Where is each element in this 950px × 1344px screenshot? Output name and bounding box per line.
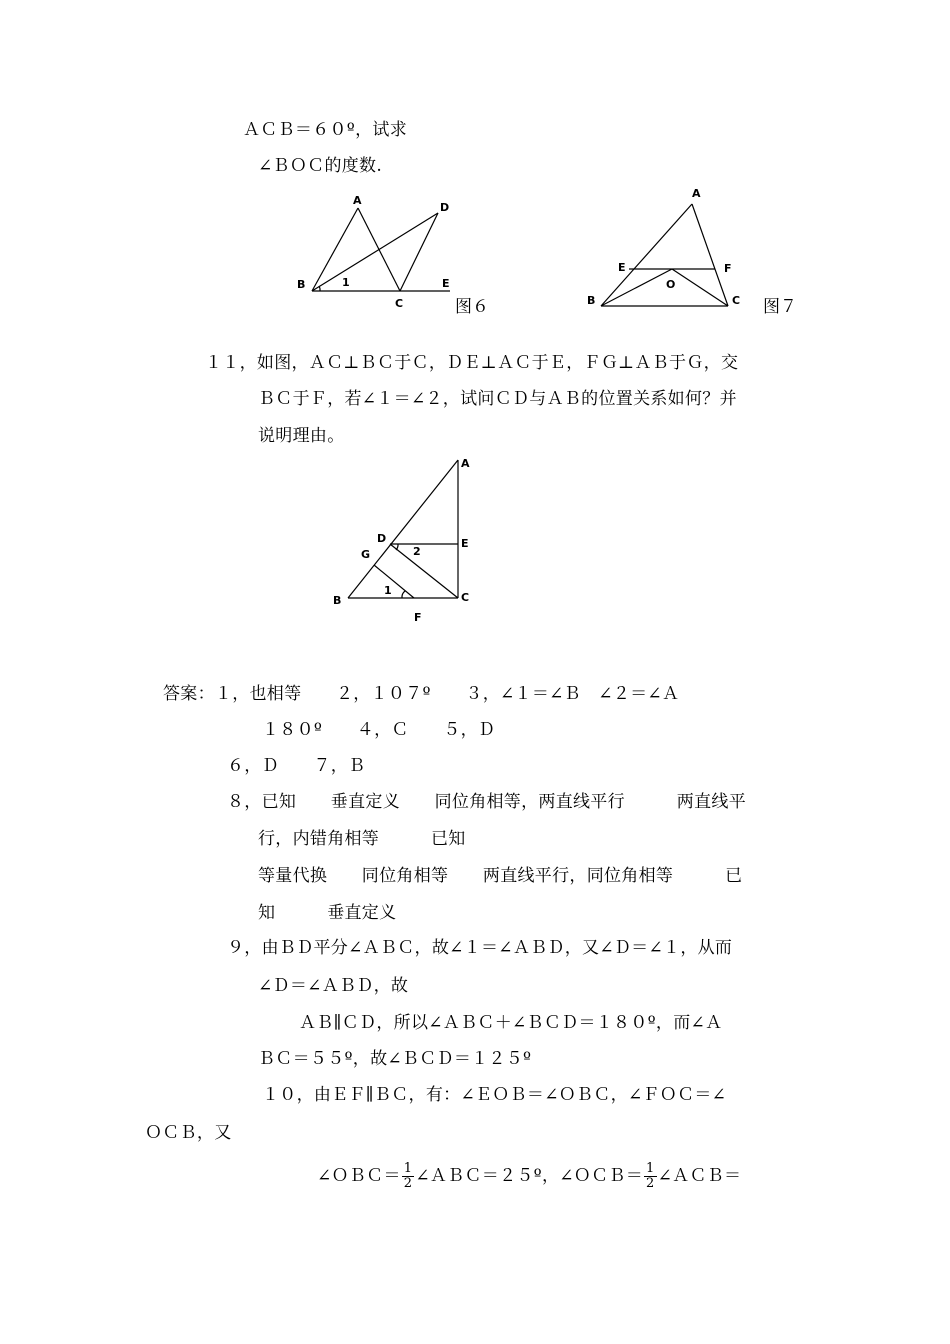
fig6-label-1: 1 [342, 276, 350, 289]
answer-8-line2: 行，内错角相等 已知 [258, 829, 466, 849]
q10-text-line1: ＡＣＢ＝６０º，试求 [243, 120, 407, 140]
fig11-label-b: B [333, 594, 342, 607]
figure-7 [580, 182, 750, 312]
fig6-label-b: B [297, 278, 306, 291]
answer-8-line1: ８，已知 垂直定义 同位角相等，两直线平行 两直线平 [227, 792, 746, 812]
figure-6 [290, 188, 460, 314]
fig11-angle-2-arc [396, 544, 398, 550]
fig11-line-dc [390, 544, 458, 598]
fig6-label-c: C [395, 297, 404, 310]
answer-10-line2: ＯＣＢ，又 [145, 1123, 232, 1143]
answer-9-line3: ＡＢ∥ＣＤ，所以∠ＡＢＣ＋∠ＢＣＤ＝１８０º，而∠Ａ [299, 1013, 723, 1033]
fig6-label-d: D [440, 201, 450, 214]
answers-line-2: １８０º ４，Ｃ ５，Ｄ [262, 720, 496, 740]
fig6-line-ba [312, 208, 358, 291]
fig11-angle-1-arc [402, 591, 405, 598]
fig6-label-e: E [442, 277, 450, 290]
fig7-caption: 图７ [763, 297, 797, 317]
fraction-numerator-2: 1 [646, 1161, 655, 1176]
fraction-denominator: 2 [403, 1176, 413, 1191]
fig11-label-2: 2 [413, 545, 421, 558]
answer-10-line3-part1: ∠ＯＢＣ＝ [317, 1166, 401, 1186]
fraction-denominator-2: 2 [646, 1176, 655, 1191]
fig7-label-e: E [618, 261, 626, 274]
fig11-label-1: 1 [384, 584, 392, 597]
fig7-label-f: F [724, 262, 732, 275]
answer-8-line4: 知 垂直定义 [258, 903, 397, 923]
fig7-line-bo [601, 269, 672, 306]
answer-10-line3-part2: ∠ＡＢＣ＝２５º，∠ＯＣＢ＝ [415, 1166, 644, 1186]
q10-text-line2: ∠ＢＯＣ的度数. [258, 156, 383, 176]
fig11-label-a: A [461, 457, 470, 470]
q11-text-line1: １１，如图，ＡＣ⊥ＢＣ于Ｃ，ＤＥ⊥ＡＣ于Ｅ，ＦＧ⊥ＡＢ于Ｇ，交 [205, 353, 739, 373]
answer-9-line1: ９，由ＢＤ平分∠ＡＢＣ，故∠１＝∠ＡＢＤ，又∠Ｄ＝∠１，从而 [227, 938, 733, 958]
fraction-one-half-2 [644, 1162, 657, 1191]
fraction-one-half [402, 1162, 415, 1191]
fig6-angle-arc [319, 286, 320, 291]
fig7-label-b: B [587, 294, 596, 307]
answer-10-line3-part3: ∠ＡＣＢ＝ [657, 1166, 742, 1186]
answer-9-line4: ＢＣ＝５５º，故∠ＢＣＤ＝１２５º [258, 1049, 532, 1069]
answer-10-line3 [317, 1162, 741, 1191]
answer-9-line2: ∠Ｄ＝∠ＡＢＤ，故 [258, 976, 409, 996]
fig11-line-gf [374, 565, 414, 598]
fig7-line-oc [672, 269, 728, 306]
answer-10-line1: １０，由ＥＦ∥ＢＣ，有：∠ＥＯＢ＝∠ＯＢＣ，∠ＦＯＣ＝∠ [262, 1085, 727, 1105]
q11-text-line2: ＢＣ于Ｆ，若∠１＝∠２，试问ＣＤ与ＡＢ的位置关系如何？并 [258, 389, 737, 409]
answers-line-1: 答案：１，也相等 ２，１０７º ３，∠１＝∠Ｂ ∠２＝∠Ａ [163, 684, 680, 704]
fig11-line-ba [348, 460, 458, 598]
fig7-line-ac [692, 204, 728, 306]
fig6-label-a: A [353, 194, 362, 207]
fraction-numerator: 1 [403, 1161, 413, 1176]
q11-text-line3: 说明理由。 [258, 426, 345, 446]
figure-11 [330, 452, 490, 627]
fig7-line-ba [601, 204, 692, 306]
fig11-label-e: E [461, 537, 469, 550]
fig6-caption: 图６ [455, 297, 489, 317]
fig11-label-d: D [377, 532, 387, 545]
answers-line-6-7: ６，Ｄ ７，Ｂ [227, 756, 366, 776]
fig11-label-c: C [461, 591, 470, 604]
fig7-label-o: O [666, 278, 676, 291]
answer-8-line3: 等量代换 同位角相等 两直线平行，同位角相等 已 [258, 866, 743, 886]
fig7-label-c: C [732, 294, 741, 307]
fig7-label-a: A [692, 187, 701, 200]
fig11-label-f: F [414, 611, 422, 624]
fig11-label-g: G [361, 548, 371, 561]
